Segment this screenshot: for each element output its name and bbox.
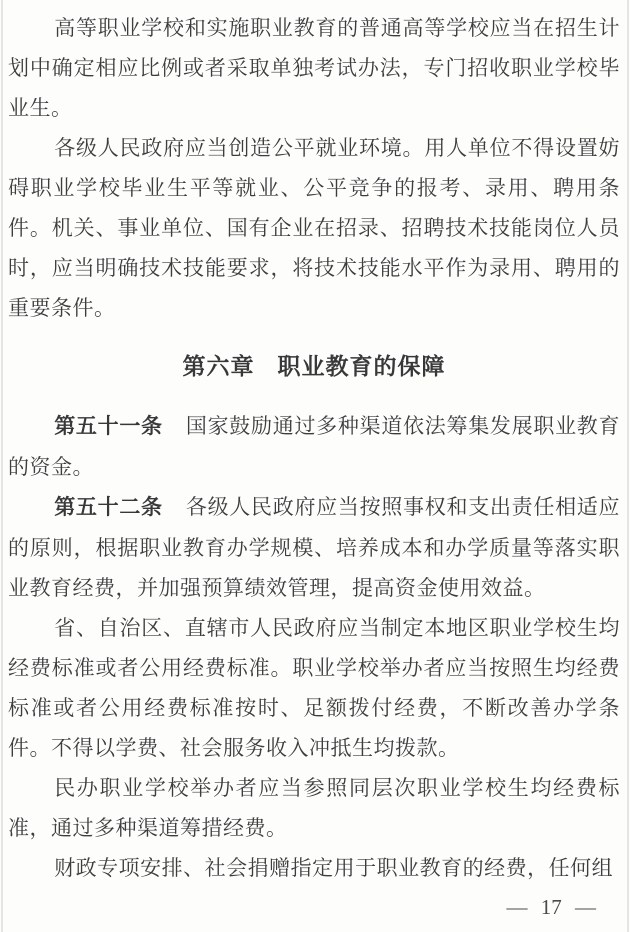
paragraph-funding-standards: 省、自治区、直辖市人民政府应当制定本地区职业学校生均经费标准或者公用经费标准。职业学校举办者应当按照生均经费标准或者公用经费标准按时、足额拨付经费，不断改善办学条件。不得以学费、社会服务收入冲抵生均拨款。 xyxy=(8,616,620,760)
paragraph-fair-employment: 各级人民政府应当创造公平就业环境。用人单位不得设置妨碍职业学校毕业生平等就业、公平竞争的报考、录用、聘用条件。机关、事业单位、国有企业在招录、招聘技术技能岗位人员时，应当明确技术技能要求，将技术技能水平作为录用、聘用的重要条件。 xyxy=(8,136,620,320)
paragraph-earmarked-funds: 财政专项安排、社会捐赠指定用于职业教育的经费，任何组 xyxy=(54,856,614,880)
article-51-text: 国家鼓励通过多种渠道依法筹集发展职业教育的资金。 xyxy=(8,414,621,479)
chapter-heading xyxy=(8,346,620,386)
article-51-label: 第五十一条 xyxy=(54,415,163,438)
paragraph-private-schools: 民办职业学校举办者应当参照同层次职业学校生均经费标准，通过多种渠道筹措经费。 xyxy=(8,776,620,840)
paragraph-article-51 xyxy=(8,406,620,487)
chapter-number: 第六章 xyxy=(182,353,255,379)
right-page-edge-line xyxy=(627,0,629,932)
chapter-title: 职业教育的保障 xyxy=(277,353,446,379)
article-52-text: 各级人民政府应当按照事权和支出责任相适应的原则，根据职业教育办学规模、培养成本和办学质量等落实职业教育经费，并加强预算绩效管理，提高资金使用效益。 xyxy=(8,495,621,600)
page-number: — 17 — xyxy=(506,895,596,919)
article-52-label: 第五十二条 xyxy=(54,496,163,519)
paragraph-article-52 xyxy=(8,487,620,608)
paragraph-admissions: 高等职业学校和实施职业教育的普通高等学校应当在招生计划中确定相应比例或者采取单独考试办法，专门招收职业学校毕业生。 xyxy=(8,16,620,120)
left-page-edge-line xyxy=(1,0,3,932)
